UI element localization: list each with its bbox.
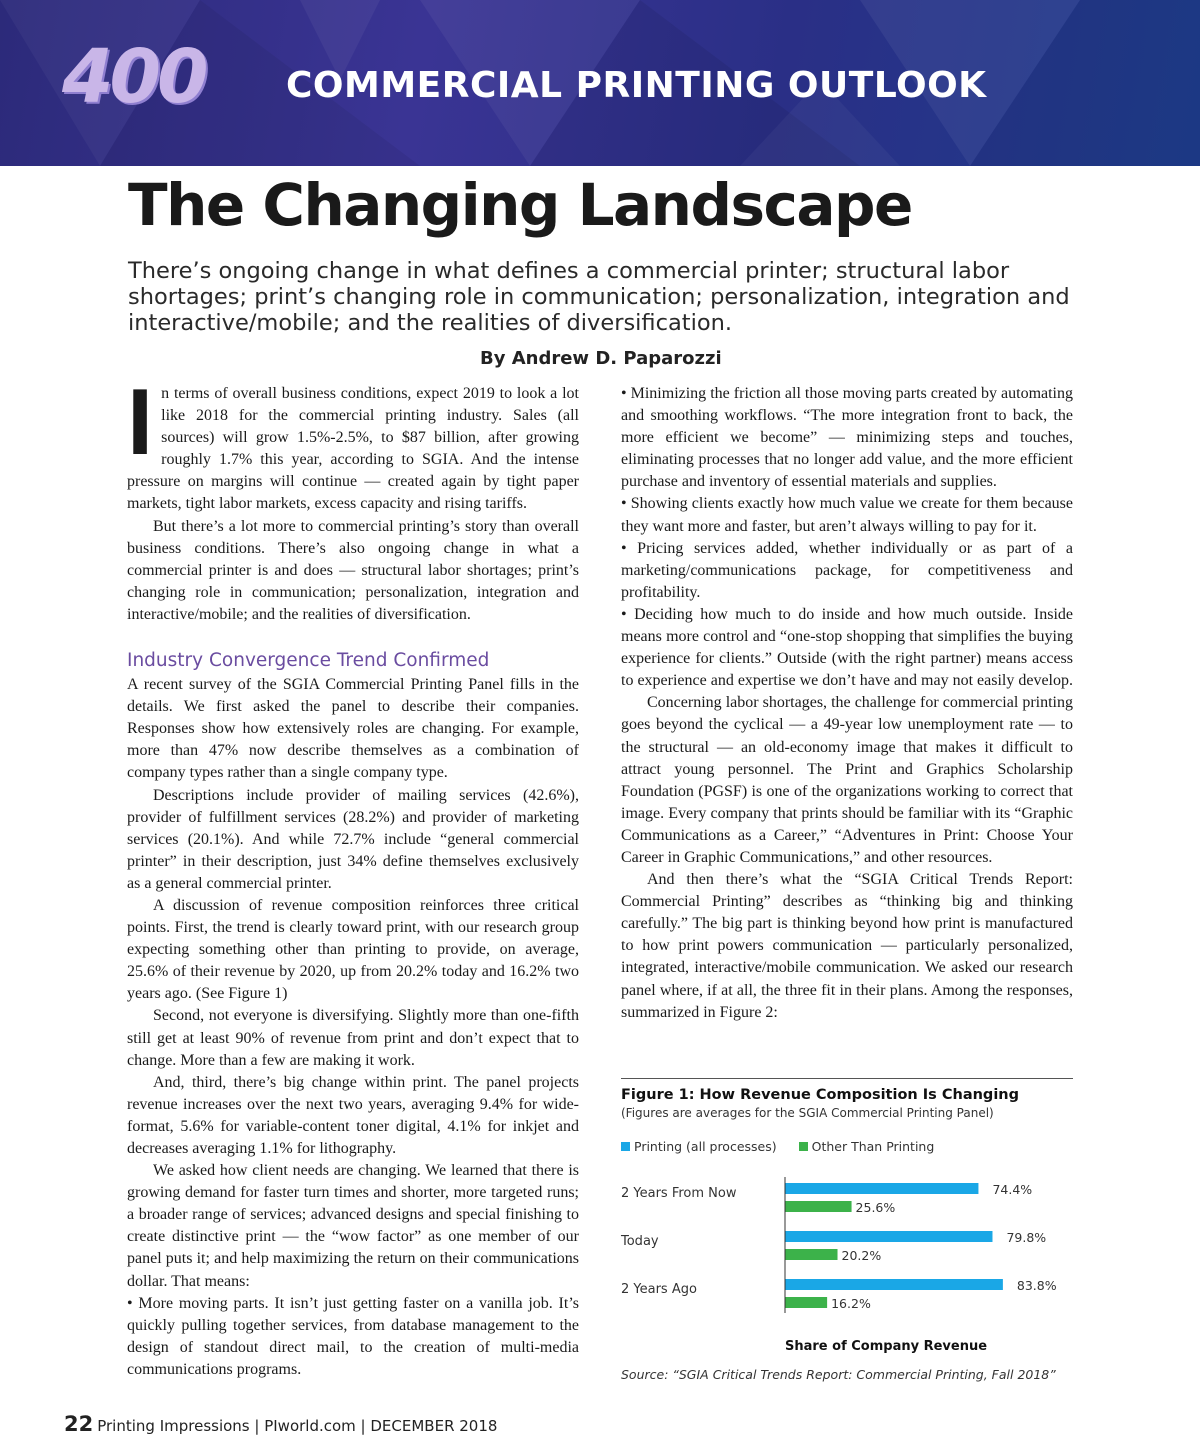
data-label: 25.6% xyxy=(855,1200,896,1215)
bar-printing xyxy=(785,1231,992,1242)
data-label: 79.8% xyxy=(1006,1230,1047,1245)
left-column xyxy=(127,369,579,1381)
bar-other xyxy=(785,1201,852,1212)
paragraph: But there’s a lot more to commercial printing’s story than overall business conditions. There’s also ongoing change in what a commercial printer is and does — structural labor shortages; print’s changing role in communication; personalization, integration and interactive/mobile; and the realities of diversification. xyxy=(127,517,579,623)
paragraph-text: n terms of overall business conditions, expect 2019 to look a lot like 2018 for the commercial printing industry. Sales (all sources) will grow 1.5%-2.5%, to $87 billion, after growing roughly 1.7% this year, according to SGIA. And the intense pressure on margins will continue — created again by tight paper markets, tight labor markets, excess capacity and rising tariffs. xyxy=(127,385,579,513)
data-label: 20.2% xyxy=(841,1248,882,1263)
paragraph xyxy=(127,369,579,516)
page-footer xyxy=(64,1412,497,1436)
figure-subtitle: (Figures are averages for the SGIA Commercial Printing Panel) xyxy=(621,1106,994,1120)
paragraph: A discussion of revenue composition reinforces three critical points. First, the trend is clearly toward print, with our research group expecting something other than printing to provide, on average, 25.6% of their revenue by 2020, up from 20.2% today and 16.2% two years ago. (See Figure 1) xyxy=(127,896,579,1003)
bar-printing xyxy=(785,1183,978,1194)
byline: By Andrew D. Paparozzi xyxy=(480,348,722,369)
paragraph: A recent survey of the SGIA Commercial Printing Panel fills in the details. We first asked the panel to describe their companies. Responses show how extensively roles are changing. For example, more than 47% now describe themselves as a combination of company types rather than a single company type. xyxy=(127,676,579,782)
bar-other xyxy=(785,1249,838,1260)
paragraph: And, third, there’s big change within print. The panel projects revenue increases over the next two years, averaging 9.4% for wide-format, 5.6% for variable-content toner digital, 4.1% for inkjet and decreases averaging 1.1% for lithography. xyxy=(127,1073,579,1157)
category-label: 2 Years From Now xyxy=(621,1186,737,1201)
footer-text: Printing Impressions | PIworld.com | DECEMBER 2018 xyxy=(97,1417,498,1435)
drop-cap: I xyxy=(127,369,154,474)
header-banner xyxy=(0,0,1200,166)
right-column xyxy=(621,383,1073,1024)
bar-printing xyxy=(785,1279,1003,1290)
paragraph: We asked how client needs are changing. We learned that there is growing demand for faster turn times and shorter, more targeted runs; a broader range of services; advanced designs and special finishing to create distinctive print — the “wow factor” as one member of our panel puts it; and help maximizing the return on their communications dollar. That means: xyxy=(127,1162,579,1290)
data-label: 83.8% xyxy=(1016,1278,1057,1293)
bullet-paragraph: • Deciding how much to do inside and how much outside. Inside means more control and “one-stop shopping that simplifies the buying experience for clients.” Outside (with the right partner) means access to experience and expertise we don’t have and may not easily develop. xyxy=(621,605,1073,690)
data-label: 16.2% xyxy=(831,1296,871,1311)
category-label: Today xyxy=(621,1234,659,1249)
legend-label-printing: Printing (all processes) xyxy=(634,1139,777,1154)
bar-chart xyxy=(621,1163,1073,1363)
x-axis-label: Share of Company Revenue xyxy=(785,1339,988,1354)
data-label: 74.4% xyxy=(992,1182,1033,1197)
paragraph: Descriptions include provider of mailing services (42.6%), provider of fulfillment services (28.2%) and provider of marketing services (20.1%). And while 72.7% include “general commercial printer” in their description, just 34% define themselves exclusively as a general commercial printer. xyxy=(127,786,579,892)
legend-swatch-other xyxy=(799,1142,808,1151)
dek: There’s ongoing change in what defines a commercial printer; structural labor shortages; print’s changing role in communication; personalization, integration and interactive/mobile; and the realities of diversification. xyxy=(128,258,1070,336)
legend-label-other: Other Than Printing xyxy=(811,1139,935,1154)
bar-other xyxy=(785,1297,827,1308)
banner-title: COMMERCIAL PRINTING OUTLOOK xyxy=(286,65,987,106)
figure-rule xyxy=(621,1078,1073,1079)
chart-legend xyxy=(621,1139,934,1154)
section-subhead: Industry Convergence Trend Confirmed xyxy=(127,650,490,672)
category-label: 2 Years Ago xyxy=(621,1282,697,1297)
figure-source: Source: “SGIA Critical Trends Report: Commercial Printing, Fall 2018” xyxy=(621,1367,1056,1382)
paragraph: And then there’s what the “SGIA Critical Trends Report: Commercial Printing” describes as “thinking big and thinking carefully.” The big part is thinking beyond how print is manufactured to how print powers communication — particularly personalized, integrated, interactive/mobile communication. We asked our research panel where, if at all, the three fit in their plans. Among the responses, summarized in Figure 2: xyxy=(621,871,1073,1021)
figure-title: Figure 1: How Revenue Composition Is Changing xyxy=(621,1087,1019,1103)
legend-swatch-printing xyxy=(621,1142,630,1151)
headline: The Changing Landscape xyxy=(128,171,912,239)
paragraph: Concerning labor shortages, the challenge for commercial printing goes beyond the cyclical — a 49-year low unemployment rate — to the structural — an old-economy image that makes it difficult to attract young personnel. The Print and Graphics Scholarship Foundation (PGSF) is one of the organizations working to correct that image. Every company that prints should be familiar with its “Graphic Communications as a Career,” “Adventures in Print: Choose Your Career in Graphic Communications,” and other resources. xyxy=(621,694,1073,866)
page-number: 22 xyxy=(64,1412,94,1436)
bullet-paragraph: • More moving parts. It isn’t just getting faster on a vanilla job. It’s quickly pulling together services, from database management to the design of standout direct mail, to the creation of multi-media communications programs. xyxy=(127,1294,579,1378)
bullet-paragraph: • Showing clients exactly how much value we create for them because they want more and faster, but aren’t always willing to pay for it. xyxy=(621,495,1073,535)
bullet-paragraph: • Minimizing the friction all those moving parts created by automating and smoothing workflows. “The more integration front to back, the more efficient we become” — minimizing steps and touches, eliminating processes that no longer add value, and the more efficient purchase and inventory of essential materials and supplies. xyxy=(621,385,1073,491)
logo-400: 400 xyxy=(62,34,205,120)
paragraph: Second, not everyone is diversifying. Slightly more than one-fifth still get at least 90% of revenue from print and don’t expect that to change. More than a few are making it work. xyxy=(127,1007,579,1069)
bullet-paragraph: • Pricing services added, whether individually or as part of a marketing/communications package, for competitiveness and profitability. xyxy=(621,539,1073,601)
